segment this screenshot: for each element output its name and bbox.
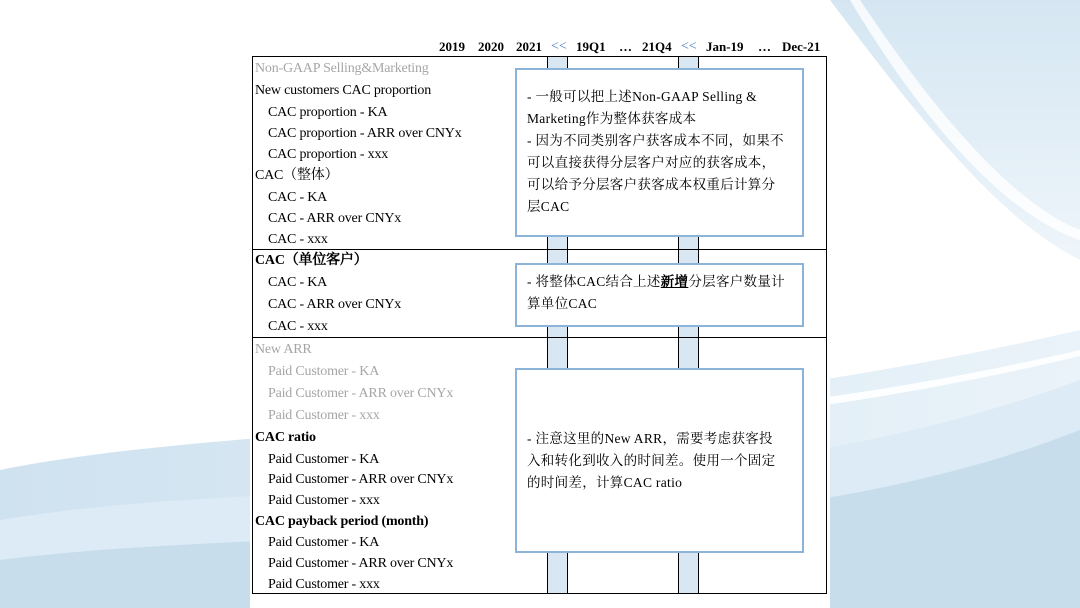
row-label: New ARR: [255, 342, 312, 357]
note-line: - 注意这里的New ARR，需要考虑获客投: [527, 431, 773, 446]
row-label: CAC - xxx: [268, 232, 328, 247]
row-label: CAC（整体）: [255, 168, 339, 183]
header-21q4: 21Q4: [642, 39, 672, 54]
header-dec21: Dec-21: [782, 39, 821, 54]
row-label: Paid Customer - xxx: [268, 493, 380, 508]
row-label: Paid Customer - ARR over CNYx: [268, 556, 454, 571]
note-line: - 因为不同类别客户获客成本不同，如果不: [527, 133, 784, 148]
header-arrow-2: <<: [681, 39, 697, 54]
note-line: 的时间差，计算CAC ratio: [527, 475, 683, 490]
header-2019: 2019: [439, 39, 465, 54]
note-line: - 一般可以把上述Non-GAAP Selling &: [527, 89, 757, 104]
header-2020: 2020: [478, 39, 504, 54]
note-box-1: [515, 68, 804, 237]
row-label: Non-GAAP Selling&Marketing: [255, 61, 429, 76]
row-label: CAC - ARR over CNYx: [268, 297, 402, 312]
note-box-2: [515, 263, 804, 327]
note-line: 可以直接获得分层客户对应的获客成本，: [527, 155, 776, 170]
row-label: CAC proportion - KA: [268, 105, 388, 120]
row-label: CAC（单位客户）: [255, 253, 368, 268]
row-label: CAC - ARR over CNYx: [268, 211, 402, 226]
header-ellipsis-2: …: [758, 39, 771, 54]
note-line: Marketing作为整体获客成本: [527, 111, 697, 126]
note-box-3: [515, 368, 804, 553]
row-label: Paid Customer - KA: [268, 452, 380, 467]
note-line: [527, 271, 792, 293]
header-19q1: 19Q1: [576, 39, 606, 54]
row-label: CAC payback period (month): [255, 514, 429, 529]
row-label: CAC - xxx: [268, 319, 328, 334]
row-label: Paid Customer - KA: [268, 535, 380, 550]
header-2021: 2021: [516, 39, 542, 54]
row-label: Paid Customer - ARR over CNYx: [268, 472, 454, 487]
row-label: Paid Customer - xxx: [268, 408, 380, 423]
note-line: 层CAC: [527, 199, 570, 214]
note-text: 分层客户数量计: [688, 274, 785, 289]
note-line: 可以给予分层客户获客成本权重后计算分: [527, 177, 776, 192]
row-label: New customers CAC proportion: [255, 83, 431, 98]
table-top-border: [252, 56, 827, 57]
table-right-border: [826, 56, 827, 594]
note-text: - 将整体CAC结合上述: [527, 274, 661, 289]
row-label: Paid Customer - KA: [268, 364, 380, 379]
row-label: CAC proportion - xxx: [268, 147, 389, 162]
header-ellipsis-1: …: [619, 39, 632, 54]
note-emphasis: 新增: [660, 274, 689, 289]
row-label: CAC - KA: [268, 190, 328, 205]
row-label: Paid Customer - ARR over CNYx: [268, 386, 454, 401]
row-label: CAC - KA: [268, 275, 328, 290]
note-line: 入和转化到收入的时间差。使用一个固定: [527, 453, 776, 468]
header-jan19: Jan-19: [706, 39, 744, 54]
table-left-border: [252, 56, 253, 594]
row-label: CAC proportion - ARR over CNYx: [268, 126, 462, 141]
section-divider-2: [252, 337, 827, 338]
header-arrow-1: <<: [551, 39, 567, 54]
row-label: Paid Customer - xxx: [268, 577, 380, 592]
row-label: CAC ratio: [255, 430, 316, 445]
note-line: 算单位CAC: [527, 296, 598, 311]
